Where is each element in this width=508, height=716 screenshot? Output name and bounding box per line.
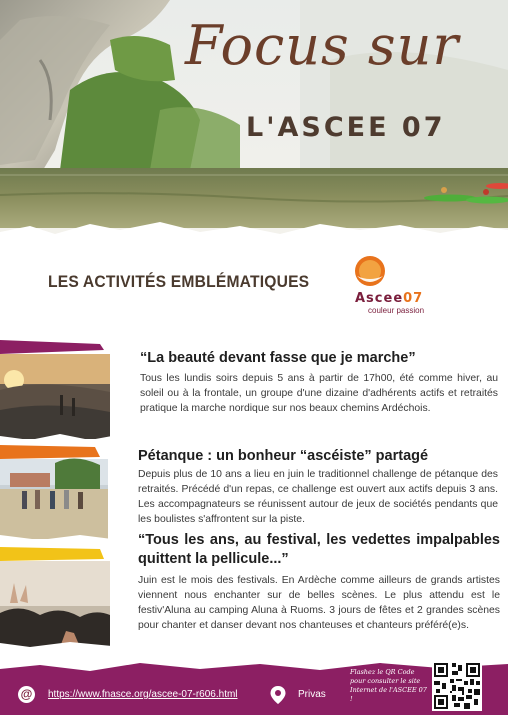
logo-wordmark-prefix: Ascee xyxy=(355,291,404,306)
qr-caption: Flashez le QR Code pour consulter le site Internet de l'ASCEE 07 ! xyxy=(350,668,427,703)
article-title-festival: “Tous les ans, au festival, les vedettes impalpables quittent la pellicule...” xyxy=(138,532,500,567)
article-body-festival: Juin est le mois des festivals. En Ardèche comme ailleurs de grands artistes viennent nous enchanter sur de belles scènes. Le plus attendu est le festiv'Aluna au camping Aluna à Ruoms. 3 jours de fêtes et 2 grandes scènes pour chanter et danser devant nos chanteuses et chanteurs préféré(e)s. xyxy=(138,575,500,631)
hero-title-focus: Focus sur xyxy=(185,14,460,77)
hero-title-ascee: L'ASCEE 07 xyxy=(246,112,446,143)
article-body-walking: Tous les lundis soirs depuis 5 ans à partir de 17h00, été comme hiver, au soleil ou à la frontale, un groupe d'une dizaine d'adhérents actifs et retraités pratique la marche nordique sur nos beaux chemins Ardéchois. xyxy=(140,373,498,414)
at-icon: @ xyxy=(18,686,35,703)
location-city: Privas xyxy=(298,689,326,700)
article-title-walking: “La beauté devant fasse que je marche” xyxy=(140,350,416,366)
article-title-petanque: Pétanque : un bonheur “ascéiste” partagé xyxy=(138,448,429,464)
location-pin-icon xyxy=(270,686,286,704)
photo-nordic-walk xyxy=(0,340,112,445)
qr-code[interactable] xyxy=(432,661,482,711)
logo-wordmark xyxy=(355,291,423,306)
photo-festival xyxy=(0,543,112,651)
logo-tagline: couleur passion xyxy=(368,306,425,315)
section-heading: LES ACTIVITÉS EMBLÉMATIQUES xyxy=(48,272,310,291)
article-body-petanque: Depuis plus de 10 ans a lieu en juin le traditionnel challenge de pétanque des retraités. Précédé d'un repas, ce challenge est ouvert aux actifs depuis 3 ans. Les accompagnateurs se réunissent autour de jeux de sociétés pendants que les boulistes s'affrontent sur la piste. xyxy=(138,469,498,525)
logo-wordmark-number: 07 xyxy=(403,291,424,306)
photo-petanque xyxy=(0,443,112,545)
website-link[interactable]: https://www.fnasce.org/ascee-07-r606.html xyxy=(48,689,238,700)
